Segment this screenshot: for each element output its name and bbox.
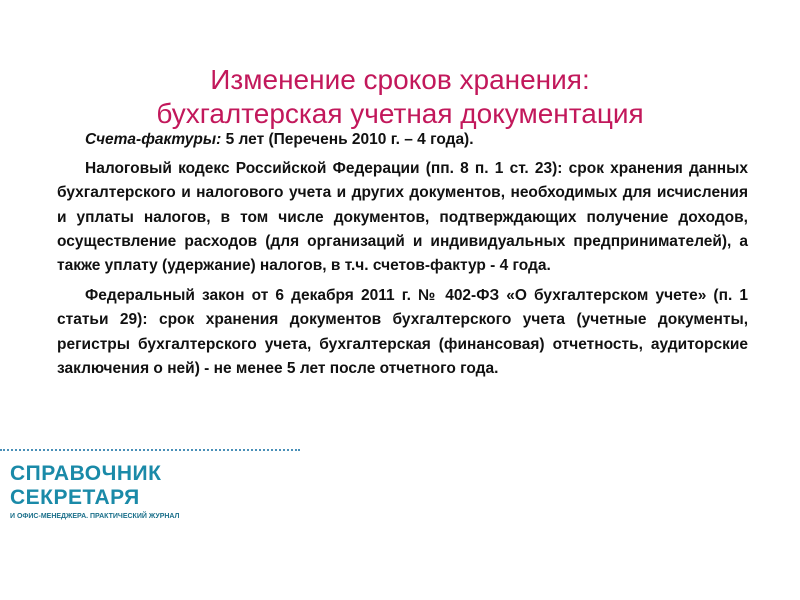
logo-tagline: И ОФИС-МЕНЕДЖЕРА. ПРАКТИЧЕСКИЙ ЖУРНАЛ [10,513,180,520]
logo-divider [0,449,300,453]
paragraph-federal-law: Федеральный закон от 6 декабря 2011 г. № 402-ФЗ «О бухгалтерском учете» (п. 1 статьи 29): срок хранения документов бухгалтерского учета (учетные документы, регистры бухгалтерского учета, бухгалтерская (финансовая) отчетность, аудиторские заключения о ней) - не менее 5 лет после отчетного года. [57,287,748,377]
invoices-term: Счета-фактуры: [85,131,222,148]
paragraph-tax-code: Налоговый кодекс Российской Федерации (пп. 8 п. 1 ст. 23): срок хранения данных бухгалтерского и налогового учета и других документов, необходимых для исчисления и уплаты налогов, в том числе документов, подтверждающих получение доходов, осуществление расходов (для организаций и индивидуальных предпринимателей), а также уплату (удержание) налогов, в т.ч. счетов-фактур - 4 года. [57,160,748,275]
slide-title [0,63,800,131]
invoices-text: 5 лет (Перечень 2010 г. – 4 года). [221,131,474,148]
logo-line-2: СЕКРЕТАРЯ [10,486,140,509]
publisher-logo [10,462,210,522]
paragraph-invoices [57,128,748,152]
slide-title-line-1: Изменение сроков хранения: [210,63,590,95]
slide-body [57,128,748,381]
logo-line-1: СПРАВОЧНИК [10,462,162,485]
slide-title-line-2: бухгалтерская учетная документация [156,97,644,129]
